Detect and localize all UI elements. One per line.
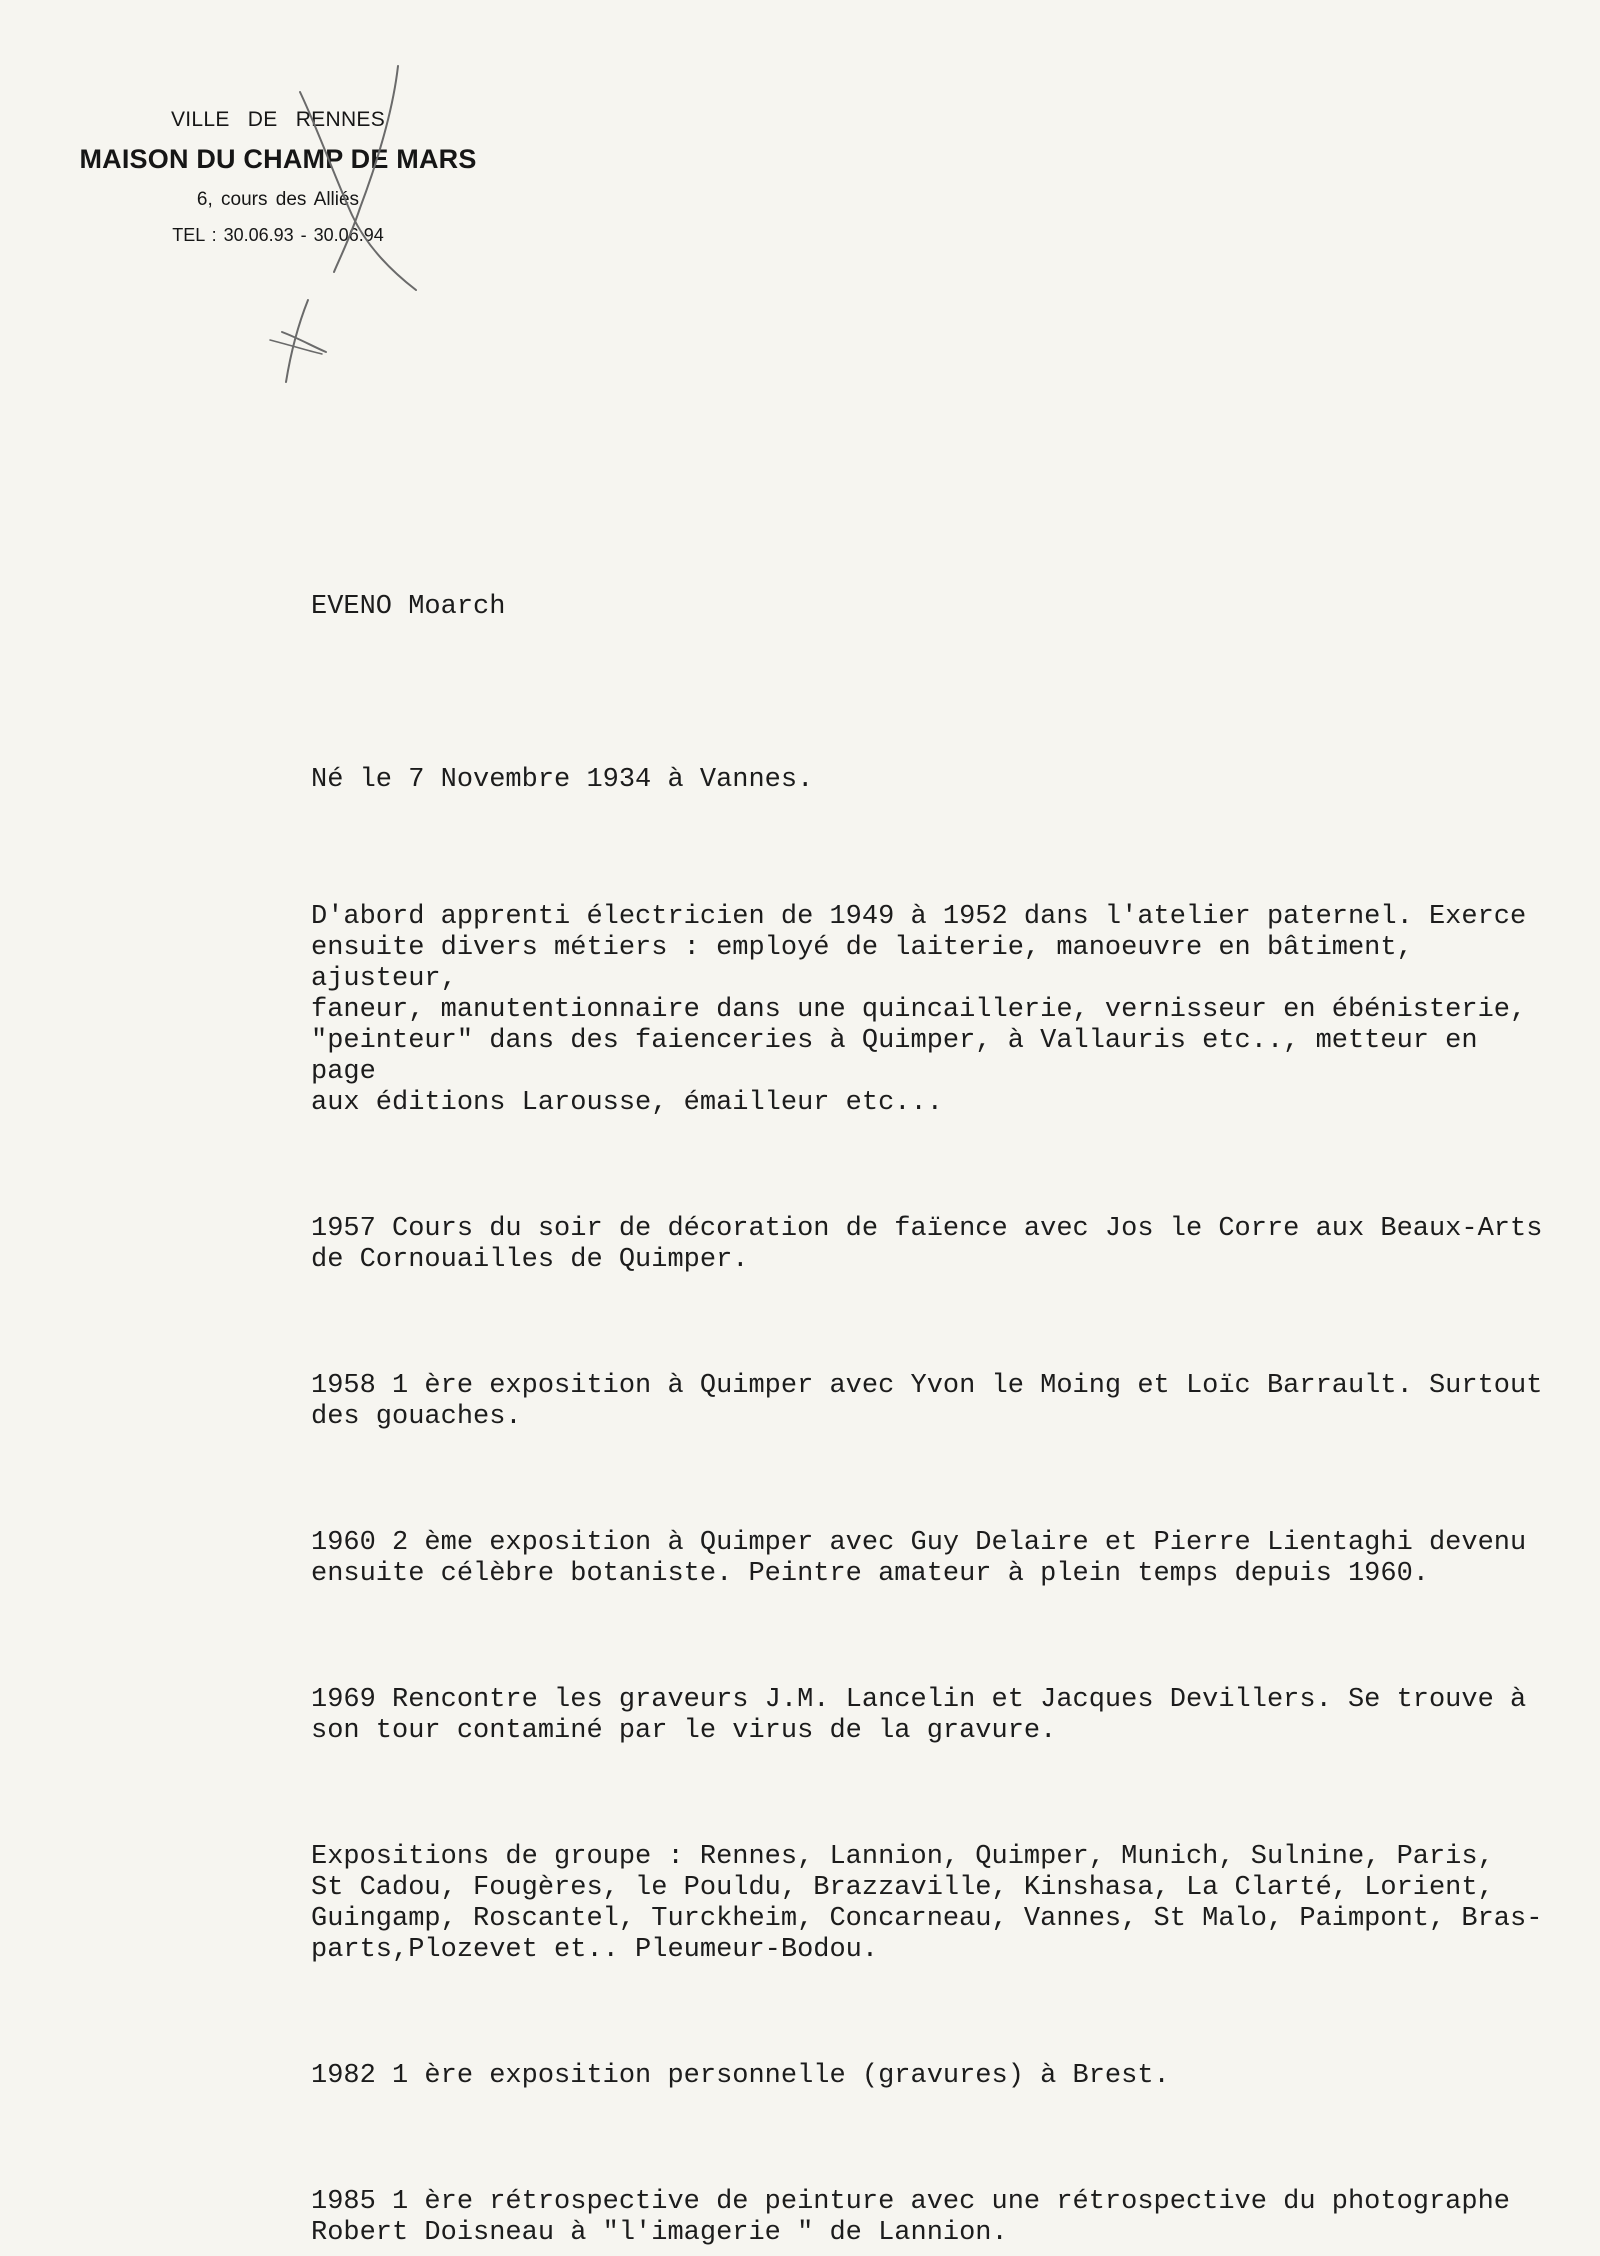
letterhead-address: 6, cours des Alliés [196,189,360,210]
letterhead-phone: TEL : 30.06.93 - 30.06.94 [172,225,384,245]
document-body [311,530,1551,2256]
subject-name: EVENO Moarch [311,592,506,622]
paragraph-early-career: D'abord apprenti électricien de 1949 à 1952 dans l'atelier paternel. Exerce ensuite divers métiers : employé de laiterie, manoeuvre en bâtiment, ajusteur, faneur, manutentionnaire dans une quincaillerie, vernisseur en ébénisterie, "peinteur" dans des faienceries à Quimper, à Vallauris etc.., metteur en page aux éditions Larousse, émailleur etc... [311,902,1527,1118]
letterhead-city: VILLE DE RENNES [170,108,386,131]
paragraph-birth: Né le 7 Novembre 1934 à Vannes. [311,765,814,795]
paragraph-1957: 1957 Cours du soir de décoration de faïence avec Jos le Corre aux Beaux-Arts de Cornouailles de Quimper. [311,1214,1543,1275]
paragraph-1985: 1985 1 ère rétrospective de peinture avec une rétrospective du photographe Robert Doisneau à "l'imagerie " de Lannion. [311,2187,1510,2248]
paragraph-1958: 1958 1 ère exposition à Quimper avec Yvon le Moing et Loïc Barrault. Surtout des gouaches. [311,1371,1543,1432]
paragraph-1969: 1969 Rencontre les graveurs J.M. Lancelin et Jacques Devillers. Se trouve à son tour contaminé par le virus de la gravure. [311,1685,1527,1746]
paragraph-group-exhibitions: Expositions de groupe : Rennes, Lannion, Quimper, Munich, Sulnine, Paris, St Cadou, Fougères, le Pouldu, Brazzaville, Kinshasa, La Clarté, Lorient, Guingamp, Roscantel, Turckheim, Concarneau, Vannes, St Malo, Paimpont, Bras- parts,Plozevet et.. Pleumeur-Bodou. [311,1842,1543,1965]
letterhead [48,108,508,246]
paragraph-1960: 1960 2 ème exposition à Quimper avec Guy Delaire et Pierre Lientaghi devenu ensuite célèbre botaniste. Peintre amateur à plein temps depuis 1960. [311,1528,1527,1589]
letterhead-institution: MAISON DU CHAMP DE MARS [79,144,477,174]
paragraph-1982: 1982 1 ère exposition personnelle (gravures) à Brest. [311,2061,1170,2091]
